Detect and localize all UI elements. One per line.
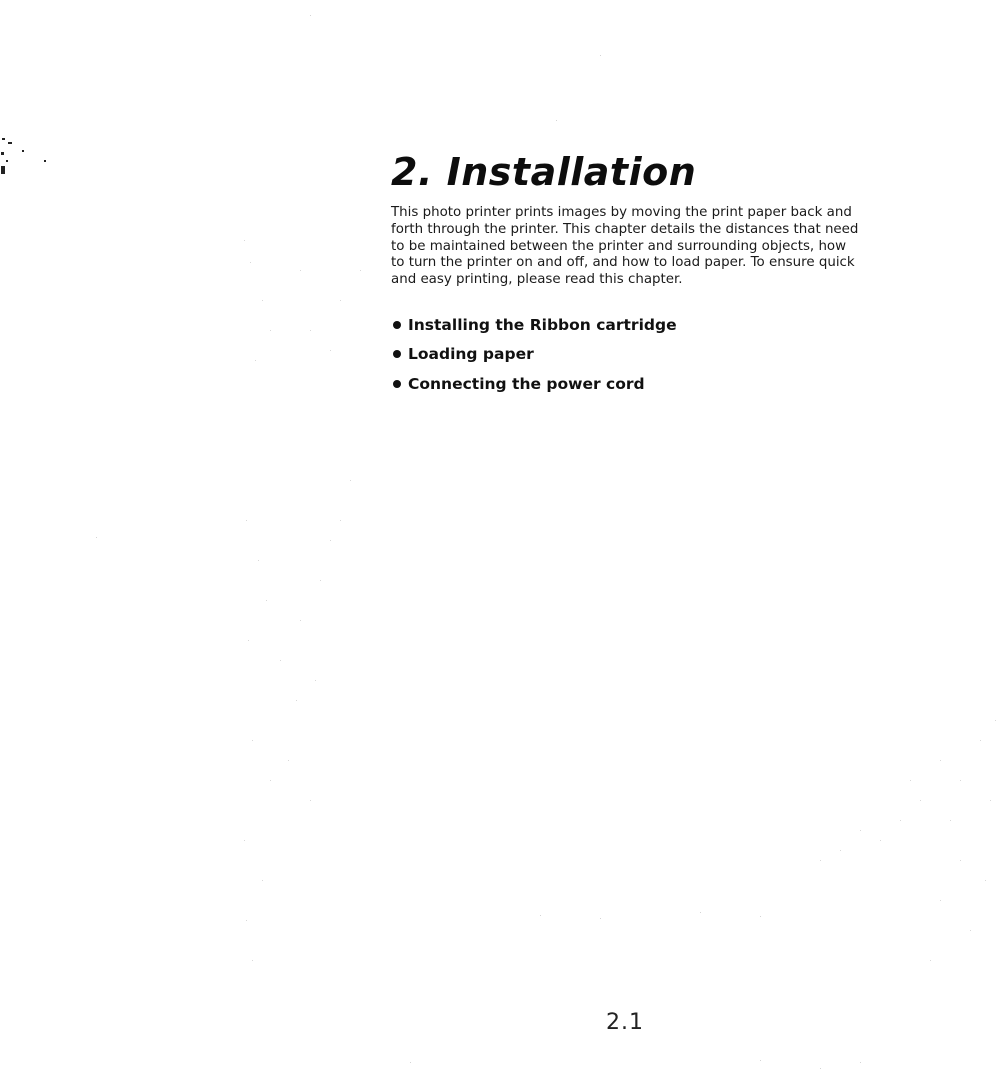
topic-item-loading-paper (391, 340, 677, 370)
bullet-icon (393, 350, 401, 358)
chapter-title: 2. Installation (391, 150, 697, 194)
topic-item-ribbon-cartridge (391, 310, 677, 340)
page-number: 2.1 (606, 1010, 644, 1035)
bullet-icon (393, 321, 401, 329)
topic-label: Loading paper (408, 345, 534, 364)
chapter-topic-list (391, 310, 677, 399)
bullet-icon (393, 380, 401, 388)
chapter-intro-paragraph: This photo printer prints images by moving the print paper back and forth through the printer. This chapter details the distances that need to be maintained between the printer and surrounding objects, how to turn the printer on and off, and how to load paper. To ensure quick and easy printing, please read this chapter. (391, 205, 859, 288)
topic-label: Installing the Ribbon cartridge (408, 315, 677, 334)
topic-label: Connecting the power cord (408, 374, 645, 393)
topic-item-power-cord (391, 369, 677, 399)
